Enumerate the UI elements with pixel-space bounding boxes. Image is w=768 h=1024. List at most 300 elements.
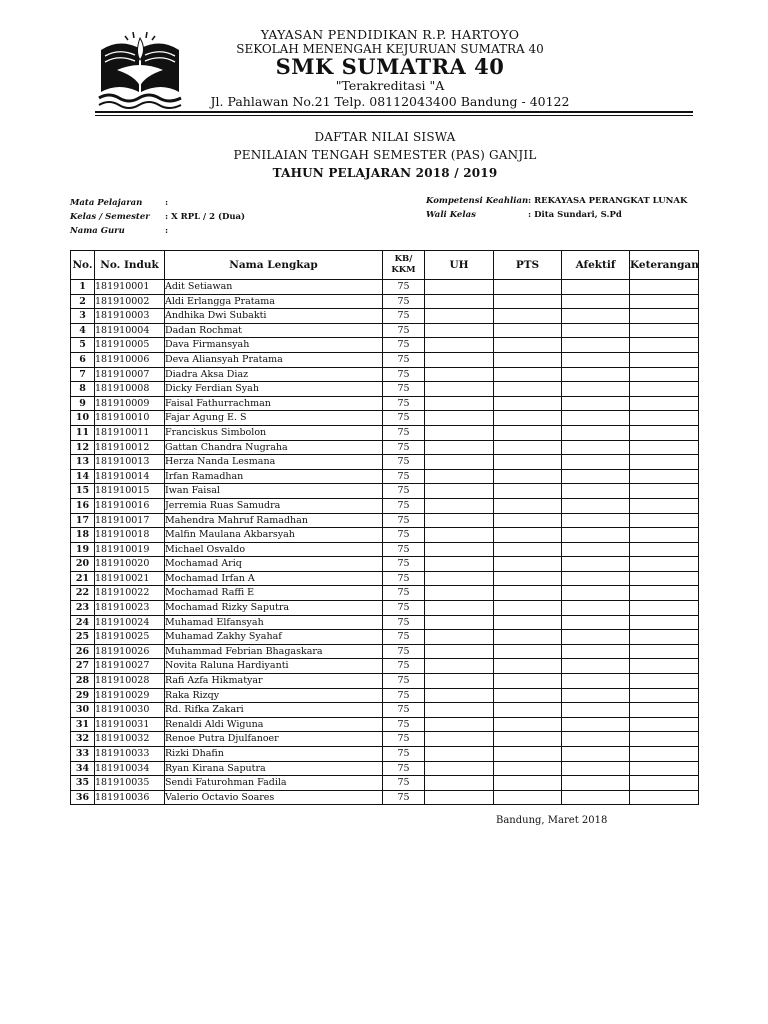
- uh-score-cell: [425, 425, 494, 440]
- student-id: 181910031: [95, 717, 165, 732]
- row-number: 8: [71, 382, 95, 397]
- student-id: 181910036: [95, 790, 165, 805]
- col-header-kkm: [383, 251, 425, 280]
- afektif-score-cell: [562, 455, 630, 470]
- student-id: 181910030: [95, 703, 165, 718]
- row-number: 36: [71, 790, 95, 805]
- kkm-value: 75: [383, 732, 425, 747]
- row-number: 35: [71, 776, 95, 791]
- kkm-value: 75: [383, 425, 425, 440]
- student-name: Renaldi Aldi Wiguna: [165, 717, 383, 732]
- uh-score-cell: [425, 747, 494, 762]
- uh-score-cell: [425, 513, 494, 528]
- pts-score-cell: [494, 294, 562, 309]
- row-number: 20: [71, 557, 95, 572]
- table-row: [71, 528, 699, 543]
- kkm-value: 75: [383, 352, 425, 367]
- keterangan-cell: [630, 630, 699, 645]
- keterangan-cell: [630, 688, 699, 703]
- student-name: Mochamad Irfan A: [165, 571, 383, 586]
- pts-score-cell: [494, 396, 562, 411]
- uh-score-cell: [425, 338, 494, 353]
- afektif-score-cell: [562, 382, 630, 397]
- col-header-name: Nama Lengkap: [165, 251, 383, 280]
- keterangan-cell: [630, 411, 699, 426]
- teacher-value: :: [165, 226, 169, 236]
- table-row: [71, 659, 699, 674]
- row-number: 34: [71, 761, 95, 776]
- uh-score-cell: [425, 732, 494, 747]
- table-row: [71, 498, 699, 513]
- table-row: [71, 294, 699, 309]
- table-row: [71, 732, 699, 747]
- table-row: [71, 571, 699, 586]
- homeroom-label: Wali Kelas: [426, 210, 476, 220]
- afektif-score-cell: [562, 309, 630, 324]
- afektif-score-cell: [562, 396, 630, 411]
- row-number: 7: [71, 367, 95, 382]
- pts-score-cell: [494, 659, 562, 674]
- row-number: 22: [71, 586, 95, 601]
- kkm-value: 75: [383, 440, 425, 455]
- student-name: Sendi Faturohman Fadila: [165, 776, 383, 791]
- table-row: [71, 411, 699, 426]
- student-id: 181910032: [95, 732, 165, 747]
- academic-year: TAHUN PELAJARAN 2018 / 2019: [272, 166, 498, 180]
- afektif-score-cell: [562, 280, 630, 295]
- uh-score-cell: [425, 659, 494, 674]
- col-header-uh: UH: [425, 251, 494, 280]
- uh-score-cell: [425, 790, 494, 805]
- row-number: 18: [71, 528, 95, 543]
- student-id: 181910019: [95, 542, 165, 557]
- uh-score-cell: [425, 761, 494, 776]
- col-header-no: No.: [71, 251, 95, 280]
- student-name: Raka Rizqy: [165, 688, 383, 703]
- keterangan-cell: [630, 717, 699, 732]
- uh-score-cell: [425, 455, 494, 470]
- pts-score-cell: [494, 382, 562, 397]
- afektif-score-cell: [562, 601, 630, 616]
- school-address: Jl. Pahlawan No.21 Telp. 08112043400 Bandung - 40122: [210, 94, 570, 109]
- keterangan-cell: [630, 323, 699, 338]
- kkm-value: 75: [383, 455, 425, 470]
- student-name: Mochamad Ariq: [165, 557, 383, 572]
- row-number: 13: [71, 455, 95, 470]
- kkm-value: 75: [383, 367, 425, 382]
- afektif-score-cell: [562, 644, 630, 659]
- uh-score-cell: [425, 644, 494, 659]
- row-number: 10: [71, 411, 95, 426]
- foundation-name: YAYASAN PENDIDIKAN R.P. HARTOYO: [260, 27, 520, 42]
- keterangan-cell: [630, 615, 699, 630]
- keterangan-cell: [630, 455, 699, 470]
- afektif-score-cell: [562, 747, 630, 762]
- kkm-value: 75: [383, 280, 425, 295]
- document-title: DAFTAR NILAI SISWA: [314, 130, 456, 144]
- pts-score-cell: [494, 455, 562, 470]
- uh-score-cell: [425, 367, 494, 382]
- student-name: Deva Aliansyah Pratama: [165, 352, 383, 367]
- afektif-score-cell: [562, 469, 630, 484]
- student-id: 181910012: [95, 440, 165, 455]
- afektif-score-cell: [562, 571, 630, 586]
- afektif-score-cell: [562, 790, 630, 805]
- table-row: [71, 542, 699, 557]
- student-name: Rafi Azfa Hikmatyar: [165, 674, 383, 689]
- keterangan-cell: [630, 528, 699, 543]
- student-name: Malfin Maulana Akbarsyah: [165, 528, 383, 543]
- table-row: [71, 615, 699, 630]
- afektif-score-cell: [562, 294, 630, 309]
- student-name: Adit Setiawan: [165, 280, 383, 295]
- uh-score-cell: [425, 586, 494, 601]
- keterangan-cell: [630, 396, 699, 411]
- student-id: 181910014: [95, 469, 165, 484]
- uh-score-cell: [425, 703, 494, 718]
- uh-score-cell: [425, 674, 494, 689]
- table-row: [71, 747, 699, 762]
- uh-score-cell: [425, 484, 494, 499]
- afektif-score-cell: [562, 513, 630, 528]
- student-id: 181910001: [95, 280, 165, 295]
- student-id: 181910004: [95, 323, 165, 338]
- student-name: Gattan Chandra Nugraha: [165, 440, 383, 455]
- student-id: 181910028: [95, 674, 165, 689]
- row-number: 27: [71, 659, 95, 674]
- student-id: 181910023: [95, 601, 165, 616]
- table-row: [71, 469, 699, 484]
- student-id: 181910025: [95, 630, 165, 645]
- school-logo-icon: [95, 30, 185, 110]
- keterangan-cell: [630, 513, 699, 528]
- kkm-value: 75: [383, 396, 425, 411]
- afektif-score-cell: [562, 776, 630, 791]
- row-number: 17: [71, 513, 95, 528]
- pts-score-cell: [494, 790, 562, 805]
- keterangan-cell: [630, 571, 699, 586]
- kkm-value: 75: [383, 557, 425, 572]
- pts-score-cell: [494, 528, 562, 543]
- pts-score-cell: [494, 557, 562, 572]
- student-id: 181910027: [95, 659, 165, 674]
- row-number: 1: [71, 280, 95, 295]
- student-name: Diadra Aksa Diaz: [165, 367, 383, 382]
- table-row: [71, 586, 699, 601]
- row-number: 4: [71, 323, 95, 338]
- pts-score-cell: [494, 323, 562, 338]
- pts-score-cell: [494, 571, 562, 586]
- kkm-value: 75: [383, 601, 425, 616]
- table-row: [71, 352, 699, 367]
- document-subtitle: PENILAIAN TENGAH SEMESTER (PAS) GANJIL: [233, 148, 537, 162]
- uh-score-cell: [425, 717, 494, 732]
- pts-score-cell: [494, 469, 562, 484]
- row-number: 32: [71, 732, 95, 747]
- pts-score-cell: [494, 717, 562, 732]
- kkm-value: 75: [383, 703, 425, 718]
- table-row: [71, 338, 699, 353]
- uh-score-cell: [425, 601, 494, 616]
- row-number: 24: [71, 615, 95, 630]
- kkm-value: 75: [383, 323, 425, 338]
- kkm-value: 75: [383, 411, 425, 426]
- keterangan-cell: [630, 367, 699, 382]
- kkm-value: 75: [383, 659, 425, 674]
- pts-score-cell: [494, 761, 562, 776]
- col-header-pts: PTS: [494, 251, 562, 280]
- kkm-value: 75: [383, 688, 425, 703]
- student-name: Irfan Ramadhan: [165, 469, 383, 484]
- student-id: 181910013: [95, 455, 165, 470]
- table-body: [71, 280, 699, 805]
- table-row: [71, 396, 699, 411]
- kkm-value: 75: [383, 644, 425, 659]
- col-header-keterangan: Keterangan: [630, 251, 699, 280]
- student-id: 181910035: [95, 776, 165, 791]
- row-number: 25: [71, 630, 95, 645]
- uh-score-cell: [425, 615, 494, 630]
- afektif-score-cell: [562, 338, 630, 353]
- kkm-value: 75: [383, 484, 425, 499]
- table-row: [71, 703, 699, 718]
- pts-score-cell: [494, 338, 562, 353]
- student-id: 181910015: [95, 484, 165, 499]
- student-id: 181910033: [95, 747, 165, 762]
- student-name: Muhamad Elfansyah: [165, 615, 383, 630]
- afektif-score-cell: [562, 440, 630, 455]
- keterangan-cell: [630, 776, 699, 791]
- pts-score-cell: [494, 498, 562, 513]
- afektif-score-cell: [562, 411, 630, 426]
- uh-score-cell: [425, 382, 494, 397]
- student-name: Dadan Rochmat: [165, 323, 383, 338]
- afektif-score-cell: [562, 703, 630, 718]
- row-number: 5: [71, 338, 95, 353]
- uh-score-cell: [425, 498, 494, 513]
- col-header-kkm-line2: KKM: [391, 265, 416, 275]
- row-number: 31: [71, 717, 95, 732]
- student-name: Fajar Agung E. S: [165, 411, 383, 426]
- table-row: [71, 440, 699, 455]
- keterangan-cell: [630, 601, 699, 616]
- table-row: [71, 280, 699, 295]
- student-name: Novita Raluna Hardiyanti: [165, 659, 383, 674]
- table-row: [71, 717, 699, 732]
- table-row: [71, 630, 699, 645]
- keterangan-cell: [630, 294, 699, 309]
- place-date: Bandung, Maret 2018: [496, 815, 608, 826]
- student-name: Mahendra Mahruf Ramadhan: [165, 513, 383, 528]
- row-number: 3: [71, 309, 95, 324]
- keterangan-cell: [630, 469, 699, 484]
- subject-label: Mata Pelajaran: [70, 198, 143, 208]
- student-id: 181910021: [95, 571, 165, 586]
- row-number: 9: [71, 396, 95, 411]
- afektif-score-cell: [562, 484, 630, 499]
- pts-score-cell: [494, 630, 562, 645]
- uh-score-cell: [425, 528, 494, 543]
- kkm-value: 75: [383, 761, 425, 776]
- row-number: 16: [71, 498, 95, 513]
- row-number: 6: [71, 352, 95, 367]
- afektif-score-cell: [562, 528, 630, 543]
- table-row: [71, 455, 699, 470]
- uh-score-cell: [425, 280, 494, 295]
- kkm-value: 75: [383, 309, 425, 324]
- student-name: Dicky Ferdian Syah: [165, 382, 383, 397]
- uh-score-cell: [425, 557, 494, 572]
- col-header-kkm-line1: KB/: [394, 254, 413, 264]
- pts-score-cell: [494, 542, 562, 557]
- student-name: Renoe Putra Djulfanoer: [165, 732, 383, 747]
- keterangan-cell: [630, 586, 699, 601]
- letterhead-divider-thin: [95, 115, 693, 116]
- row-number: 11: [71, 425, 95, 440]
- student-id: 181910008: [95, 382, 165, 397]
- table-header-row: [71, 251, 699, 280]
- student-name: Andhika Dwi Subakti: [165, 309, 383, 324]
- row-number: 21: [71, 571, 95, 586]
- keterangan-cell: [630, 644, 699, 659]
- student-name: Michael Osvaldo: [165, 542, 383, 557]
- kkm-value: 75: [383, 542, 425, 557]
- pts-score-cell: [494, 352, 562, 367]
- afektif-score-cell: [562, 542, 630, 557]
- uh-score-cell: [425, 542, 494, 557]
- afektif-score-cell: [562, 367, 630, 382]
- table-row: [71, 323, 699, 338]
- kkm-value: 75: [383, 469, 425, 484]
- kkm-value: 75: [383, 294, 425, 309]
- afektif-score-cell: [562, 498, 630, 513]
- pts-score-cell: [494, 688, 562, 703]
- student-id: 181910016: [95, 498, 165, 513]
- table-row: [71, 644, 699, 659]
- student-name: Mochamad Raffi E: [165, 586, 383, 601]
- student-id: 181910017: [95, 513, 165, 528]
- student-name: Ryan Kirana Saputra: [165, 761, 383, 776]
- col-header-afektif: Afektif: [562, 251, 630, 280]
- kkm-value: 75: [383, 747, 425, 762]
- row-number: 15: [71, 484, 95, 499]
- kkm-value: 75: [383, 498, 425, 513]
- pts-score-cell: [494, 776, 562, 791]
- competency-value: : REKAYASA PERANGKAT LUNAK: [528, 196, 688, 206]
- student-id: 181910009: [95, 396, 165, 411]
- keterangan-cell: [630, 761, 699, 776]
- uh-score-cell: [425, 396, 494, 411]
- table-row: [71, 688, 699, 703]
- student-name: Mochamad Rizky Saputra: [165, 601, 383, 616]
- pts-score-cell: [494, 601, 562, 616]
- uh-score-cell: [425, 323, 494, 338]
- keterangan-cell: [630, 557, 699, 572]
- competency-label: Kompetensi Keahlian: [426, 196, 529, 206]
- uh-score-cell: [425, 469, 494, 484]
- student-name: Franciskus Simbolon: [165, 425, 383, 440]
- keterangan-cell: [630, 382, 699, 397]
- grades-table: [70, 250, 699, 805]
- student-name: Jerremia Ruas Samudra: [165, 498, 383, 513]
- pts-score-cell: [494, 440, 562, 455]
- student-name: Valerio Octavio Soares: [165, 790, 383, 805]
- afektif-score-cell: [562, 688, 630, 703]
- student-name: Dava Firmansyah: [165, 338, 383, 353]
- table-row: [71, 557, 699, 572]
- subject-value: :: [165, 198, 169, 208]
- student-name: Muhammad Febrian Bhagaskara: [165, 644, 383, 659]
- afektif-score-cell: [562, 425, 630, 440]
- uh-score-cell: [425, 294, 494, 309]
- table-row: [71, 513, 699, 528]
- student-id: 181910034: [95, 761, 165, 776]
- keterangan-cell: [630, 659, 699, 674]
- row-number: 12: [71, 440, 95, 455]
- student-id: 181910026: [95, 644, 165, 659]
- student-name: Aldi Erlangga Pratama: [165, 294, 383, 309]
- kkm-value: 75: [383, 338, 425, 353]
- afektif-score-cell: [562, 352, 630, 367]
- table-row: [71, 367, 699, 382]
- keterangan-cell: [630, 498, 699, 513]
- pts-score-cell: [494, 309, 562, 324]
- keterangan-cell: [630, 484, 699, 499]
- student-id: 181910007: [95, 367, 165, 382]
- student-name: Faisal Fathurrachman: [165, 396, 383, 411]
- kkm-value: 75: [383, 528, 425, 543]
- keterangan-cell: [630, 747, 699, 762]
- row-number: 28: [71, 674, 95, 689]
- kkm-value: 75: [383, 717, 425, 732]
- pts-score-cell: [494, 367, 562, 382]
- accreditation-label: "Terakreditasi "A: [335, 78, 445, 93]
- row-number: 29: [71, 688, 95, 703]
- uh-score-cell: [425, 571, 494, 586]
- row-number: 19: [71, 542, 95, 557]
- uh-score-cell: [425, 440, 494, 455]
- student-name: Herza Nanda Lesmana: [165, 455, 383, 470]
- afektif-score-cell: [562, 761, 630, 776]
- keterangan-cell: [630, 732, 699, 747]
- homeroom-value: : Dita Sundari, S.Pd: [528, 210, 622, 220]
- uh-score-cell: [425, 776, 494, 791]
- row-number: 23: [71, 601, 95, 616]
- letterhead-divider: [95, 111, 693, 113]
- afektif-score-cell: [562, 557, 630, 572]
- pts-score-cell: [494, 586, 562, 601]
- kkm-value: 75: [383, 615, 425, 630]
- col-header-induk: No. Induk: [95, 251, 165, 280]
- keterangan-cell: [630, 790, 699, 805]
- uh-score-cell: [425, 688, 494, 703]
- student-id: 181910018: [95, 528, 165, 543]
- student-name: Rizki Dhafin: [165, 747, 383, 762]
- table-row: [71, 484, 699, 499]
- student-name: Muhamad Zakhy Syahaf: [165, 630, 383, 645]
- keterangan-cell: [630, 309, 699, 324]
- student-id: 181910022: [95, 586, 165, 601]
- pts-score-cell: [494, 425, 562, 440]
- uh-score-cell: [425, 352, 494, 367]
- afektif-score-cell: [562, 674, 630, 689]
- kkm-value: 75: [383, 513, 425, 528]
- student-id: 181910020: [95, 557, 165, 572]
- keterangan-cell: [630, 425, 699, 440]
- pts-score-cell: [494, 615, 562, 630]
- pts-score-cell: [494, 747, 562, 762]
- student-id: 181910011: [95, 425, 165, 440]
